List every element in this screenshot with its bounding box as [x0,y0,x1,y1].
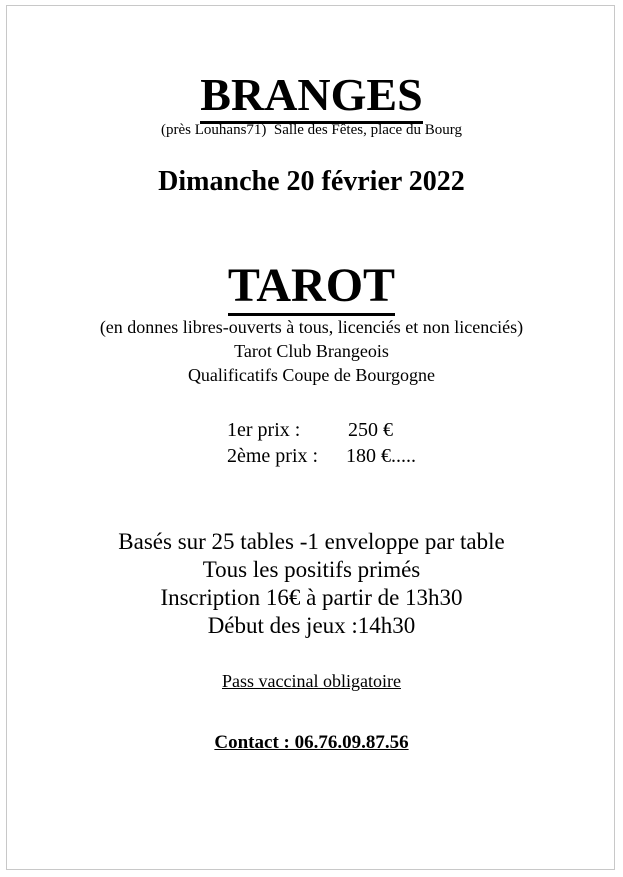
vaccine-pass-notice [0,672,623,690]
event-date: Dimanche 20 février 2022 [158,166,465,197]
vaccine-pass-text: Pass vaccinal obligatoire [222,671,401,691]
detail-positives: Tous les positifs primés [202,557,421,582]
club-name: Tarot Club Brangeois [234,341,389,361]
location-subtitle: (près Louhans71) Salle des Fêtes, place du Bourg [161,122,462,138]
second-prize-label: 2ème prix : [227,445,319,467]
event-description: (en donnes libres-ouverts à tous, licenciés et non licenciés) [99,317,524,337]
detail-start-time: Début des jeux :14h30 [207,613,416,638]
qualification-text: Qualificatifs Coupe de Bourgogne [187,365,436,385]
first-prize-label: 1er prix : [227,419,301,441]
contact-line [0,733,623,752]
second-prize-value: 180 €..... [346,445,416,467]
first-prize-value: 250 € [348,419,393,441]
contact-text: Contact : 06.76.09.87.56 [214,732,409,753]
event-title-text: TAROT [228,259,395,316]
town-title [0,69,623,120]
detail-registration: Inscription 16€ à partir de 13h30 [160,585,463,610]
town-title-text: BRANGES [200,69,422,124]
event-title [0,259,623,312]
detail-tables: Basés sur 25 tables -1 enveloppe par table [118,529,505,554]
